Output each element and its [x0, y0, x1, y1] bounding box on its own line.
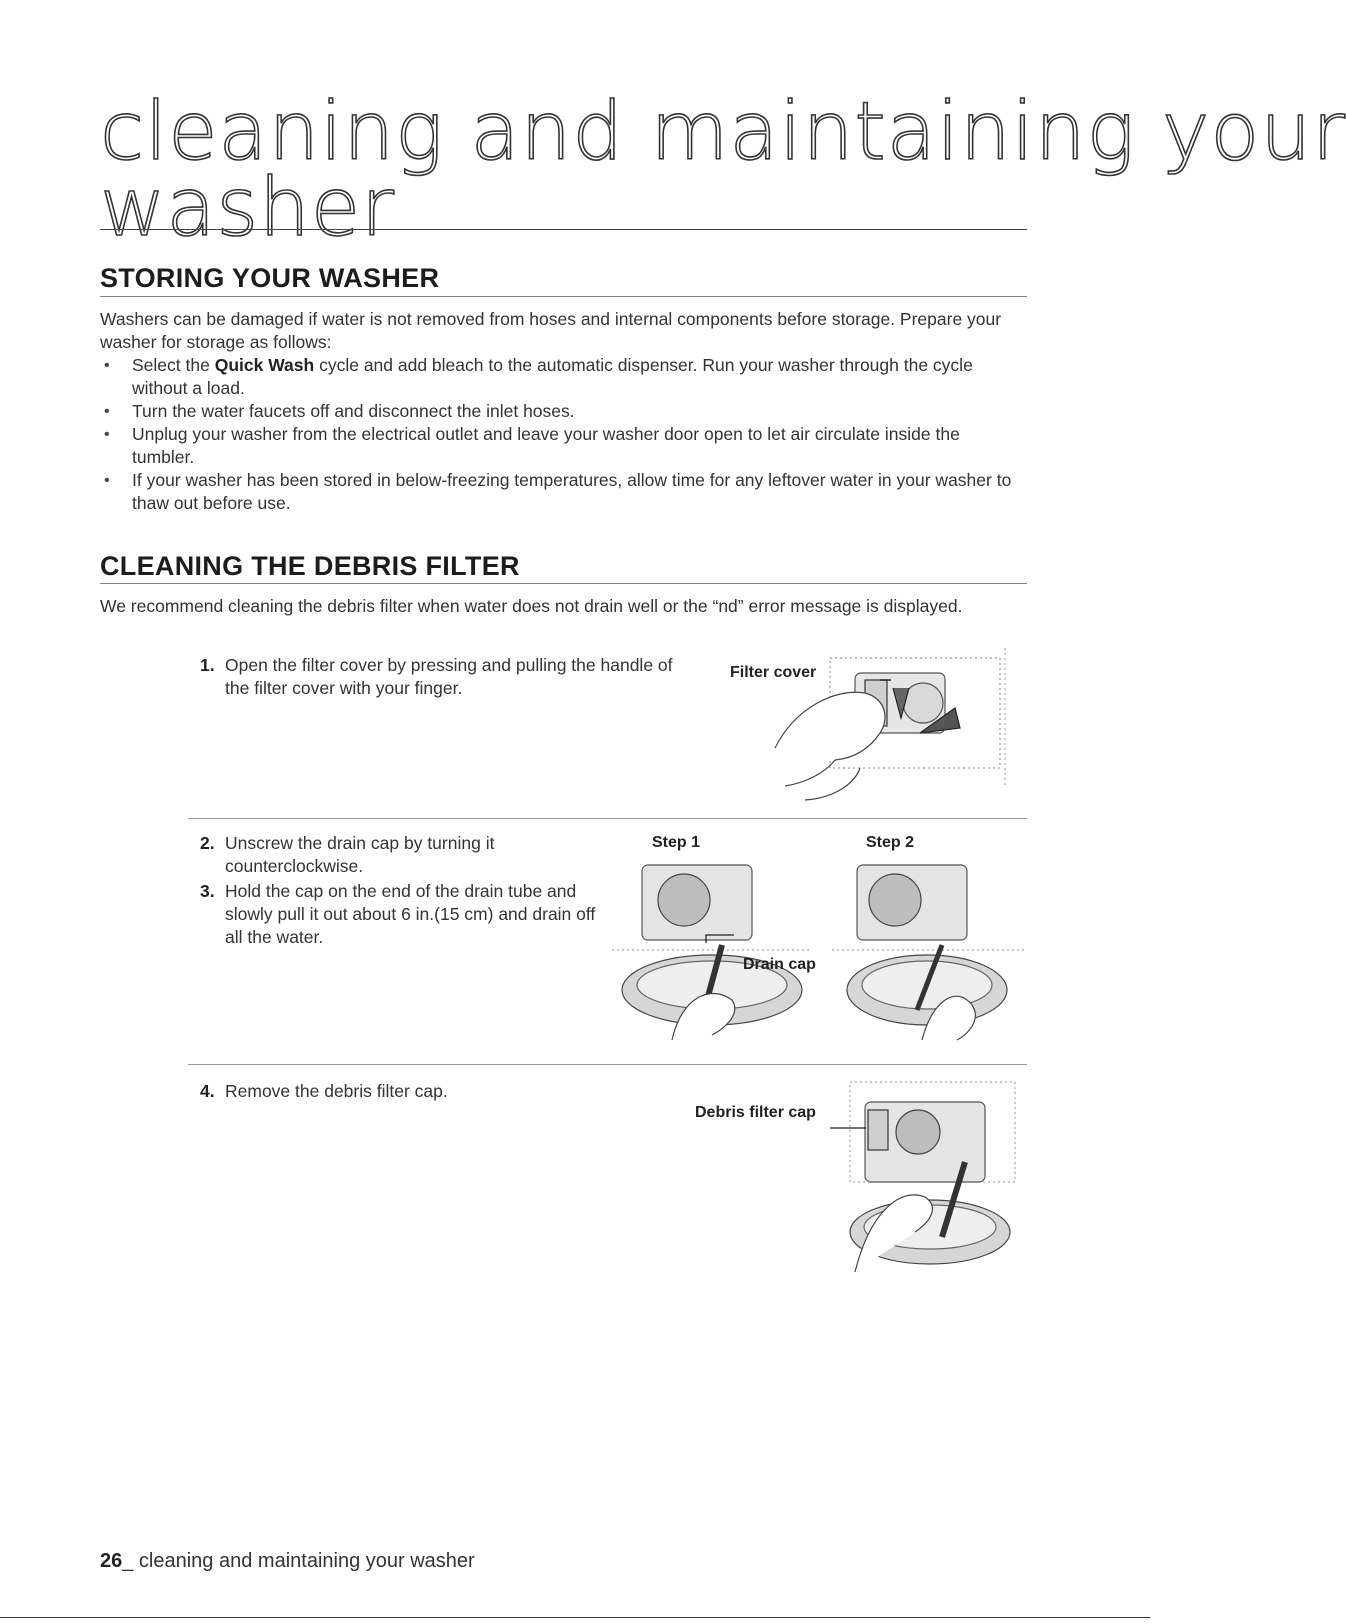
- storing-divider: [100, 296, 1027, 297]
- step-2-label: Step 2: [866, 834, 915, 851]
- debris-filter-cap-label: Debris filter cap: [695, 1104, 816, 1121]
- storing-heading: STORING YOUR WASHER: [100, 263, 440, 293]
- step-1-label: Step 1: [652, 834, 701, 851]
- storing-bullet-list: [100, 354, 1025, 515]
- bullet-1-text-end: cycle and add bleach to the automatic dispenser. Run your washer through the cycle without a load.: [132, 355, 973, 398]
- footer-text: _ cleaning and maintaining your washer: [122, 1550, 475, 1572]
- storing-bullet-2: [100, 400, 1025, 423]
- step-text: Hold the cap on the end of the drain tube and slowly pull it out about 6 in.(15 cm) and drain off all the water.: [225, 881, 596, 947]
- storing-intro: Washers can be damaged if water is not removed from hoses and internal components before storage. Prepare your washer for storage as follows:: [100, 309, 1002, 352]
- bullet-3-text: Unplug your washer from the electrical outlet and leave your washer door open to let air circulate inside the tumbler.: [132, 424, 960, 467]
- step-number: 2.: [200, 833, 215, 853]
- step-number: 3.: [200, 881, 215, 901]
- drain-cap-label: Drain cap: [743, 956, 816, 973]
- step-text: Open the filter cover by pressing and pulling the handle of the filter cover with your finger.: [225, 655, 673, 698]
- step-3: [200, 880, 600, 949]
- debris-filter-cap-illustration: [830, 1072, 1020, 1272]
- bullet-icon: •: [104, 403, 110, 420]
- storing-bullet-1: [100, 354, 1025, 400]
- step-text: Remove the debris filter cap.: [225, 1081, 448, 1101]
- drain-cap-illustration: [612, 825, 1025, 1050]
- bottom-border: [0, 1617, 1150, 1618]
- step-text: Unscrew the drain cap by turning it counterclockwise.: [225, 833, 495, 876]
- page-footer: [100, 1550, 475, 1573]
- bullet-icon: •: [104, 472, 110, 489]
- step-2: [200, 832, 600, 878]
- bullet-icon: •: [104, 426, 110, 443]
- step-divider-1: [188, 818, 1027, 819]
- debris-heading: CLEANING THE DEBRIS FILTER: [100, 551, 520, 581]
- debris-intro: We recommend cleaning the debris filter when water does not drain well or the “nd” error message is displayed.: [100, 596, 963, 616]
- title-divider: [100, 229, 1027, 230]
- bullet-2-text: Turn the water faucets off and disconnect the inlet hoses.: [132, 401, 575, 421]
- bullet-1-text-start: Select the: [132, 355, 215, 375]
- filter-cover-label: Filter cover: [730, 664, 817, 681]
- debris-divider: [100, 583, 1027, 584]
- step-1: [200, 654, 700, 700]
- page-title-line-2: washer: [100, 161, 395, 254]
- bullet-icon: •: [104, 357, 110, 374]
- storing-bullet-3: [100, 423, 1025, 469]
- step-number: 1.: [200, 655, 215, 675]
- page-title-line-1: cleaning and maintaining your: [100, 85, 1346, 178]
- step-divider-2: [188, 1064, 1027, 1065]
- page-number: 26: [100, 1550, 123, 1572]
- step-4: [200, 1080, 600, 1103]
- step-number: 4.: [200, 1081, 215, 1101]
- bullet-4-text: If your washer has been stored in below-freezing temperatures, allow time for any leftover water in your washer to thaw out before use.: [132, 470, 1012, 513]
- quick-wash-term: Quick Wash: [214, 355, 315, 375]
- storing-bullet-4: [100, 469, 1025, 515]
